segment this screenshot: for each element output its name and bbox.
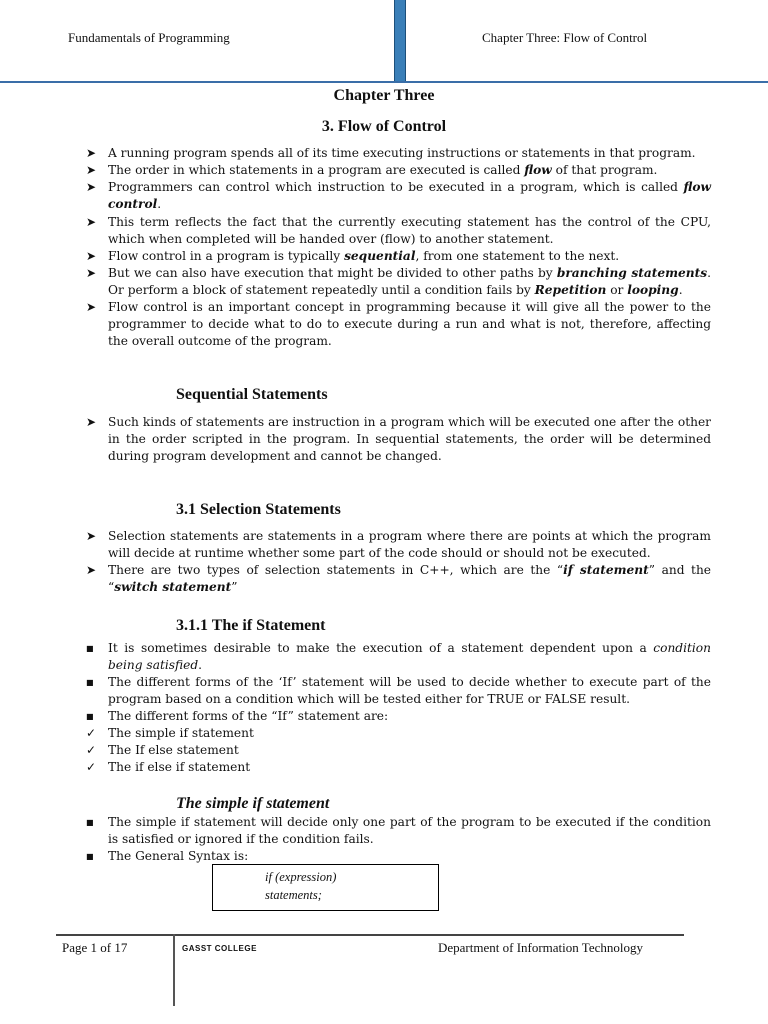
- simple-if-heading: The simple if statement: [176, 795, 330, 812]
- check-icon: ✓: [86, 726, 97, 740]
- arrow-bullet-icon: ➤: [86, 415, 97, 429]
- if-form-item: The If else statement: [108, 743, 239, 757]
- intro-bullet: This term reflects the fact that the currently executing statement has the control of the CPU, which when completed will be handed over (flow) to another statement.: [108, 215, 711, 246]
- sequential-text: Such kinds of statements are instruction in a program which will be executed one after the other in the order scripted in the program. In sequential statements, the order will be determined during program development and cannot be changed.: [108, 415, 711, 463]
- square-bullet-icon: ■: [86, 852, 94, 861]
- selection-heading: 3.1 Selection Statements: [176, 501, 341, 518]
- header-left: Fundamentals of Programming: [68, 30, 230, 45]
- arrow-bullet-icon: ➤: [86, 300, 97, 314]
- footer-department: Department of Information Technology: [438, 940, 643, 955]
- page-number: Page 1 of 17: [62, 940, 128, 955]
- square-bullet-icon: ■: [86, 818, 94, 827]
- intro-bullet: Programmers can control which instruction to be executed in a program, which is called flow control.: [108, 180, 711, 211]
- check-icon: ✓: [86, 743, 97, 757]
- chapter-title: Chapter Three: [333, 87, 435, 104]
- selection-bullet-2: There are two types of selection statements in C++, which are the “if statement” and the “switch statement”: [108, 563, 712, 594]
- square-bullet-icon: ■: [86, 678, 94, 687]
- header-bar: [394, 0, 406, 82]
- arrow-bullet-icon: ➤: [86, 266, 97, 280]
- if-bullet-1: It is sometimes desirable to make the execution of a statement dependent upon a condition being satisfied.: [108, 641, 711, 672]
- footer-college: GASST COLLEGE: [182, 944, 257, 953]
- syntax-line-2: statements;: [265, 888, 322, 902]
- intro-bullet: But we can also have execution that might be divided to other paths by branching statements. Or perform a block of statement repeatedly until a condition fails by Repetition or looping.: [108, 266, 712, 297]
- footer-rule: [56, 934, 684, 936]
- footer-divider: [173, 934, 175, 1006]
- intro-bullet: Flow control in a program is typically sequential, from one statement to the next.: [108, 249, 620, 263]
- arrow-bullet-icon: ➤: [86, 529, 97, 543]
- header-right: Chapter Three: Flow of Control: [482, 30, 648, 45]
- check-icon: ✓: [86, 760, 97, 774]
- syntax-line-1: if (expression): [265, 870, 337, 884]
- square-bullet-icon: ■: [86, 712, 94, 721]
- if-bullet-2: The different forms of the ‘If’ statement will be used to decide whether to execute part of the program based on a condition which will be tested either for TRUE or FALSE result.: [108, 675, 711, 706]
- intro-bullet: The order in which statements in a program are executed is called flow of that program.: [108, 163, 658, 177]
- if-form-item: The simple if statement: [108, 726, 254, 740]
- arrow-bullet-icon: ➤: [86, 215, 97, 229]
- selection-bullet-1: Selection statements are statements in a program where there are points at which the program will decide at runtime whether some part of the code should or should not be executed.: [108, 529, 711, 560]
- simple-if-bullet-1: The simple if statement will decide only one part of the program to be executed if the condition is satisfied or ignored if the condition fails.: [108, 815, 711, 846]
- arrow-bullet-icon: ➤: [86, 563, 97, 577]
- intro-bullet: A running program spends all of its time executing instructions or statements in that program.: [108, 146, 696, 160]
- if-heading: 3.1.1 The if Statement: [176, 617, 326, 634]
- if-bullet-3: The different forms of the “If” statement are:: [108, 709, 389, 723]
- main-title: 3. Flow of Control: [321, 118, 447, 135]
- header-rule: [0, 81, 768, 83]
- simple-if-bullet-2: The General Syntax is:: [108, 849, 249, 863]
- sequential-heading: Sequential Statements: [176, 386, 328, 403]
- arrow-bullet-icon: ➤: [86, 249, 97, 263]
- arrow-bullet-icon: ➤: [86, 180, 97, 194]
- arrow-bullet-icon: ➤: [86, 163, 97, 177]
- square-bullet-icon: ■: [86, 644, 94, 653]
- arrow-bullet-icon: ➤: [86, 146, 97, 160]
- if-form-item: The if else if statement: [108, 760, 251, 774]
- intro-bullet: Flow control is an important concept in programming because it will give all the power to the programmer to decide what to do to execute during a run and what is not, therefore, affecting the overall outcome of the program.: [108, 300, 711, 348]
